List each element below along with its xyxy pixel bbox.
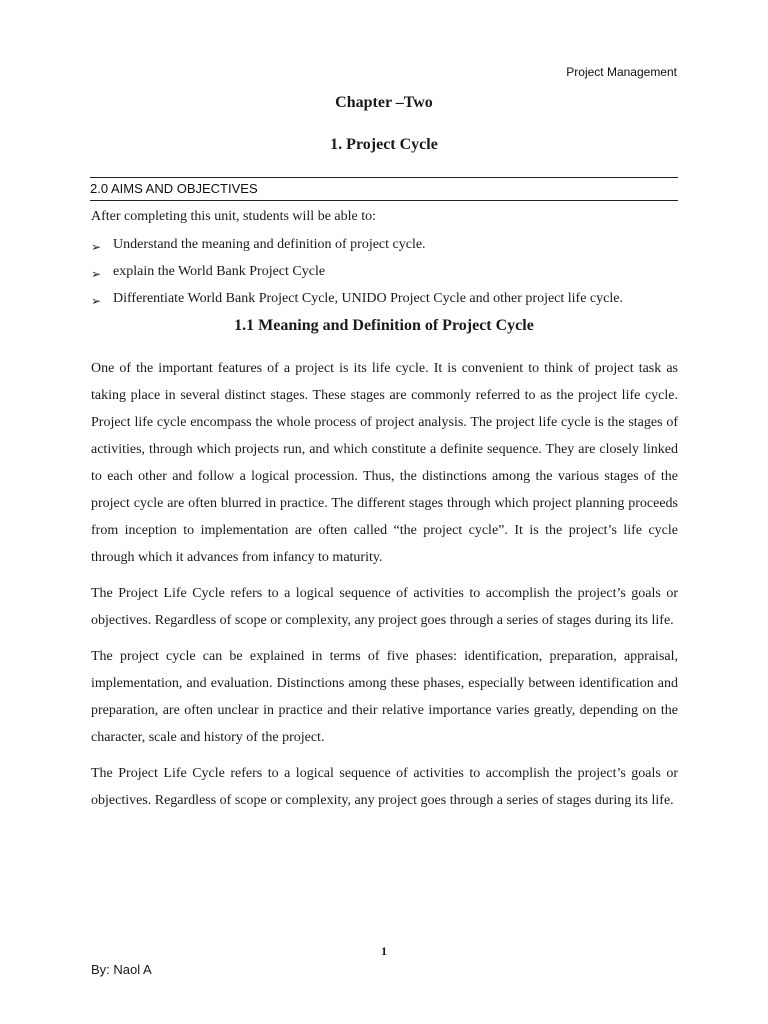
arrow-bullet-icon: ➢ <box>91 267 102 281</box>
subsection-title: 1.1 Meaning and Definition of Project Cycle <box>234 317 534 334</box>
objectives-list <box>91 236 691 317</box>
running-header: Project Management <box>566 65 677 79</box>
paragraph: The Project Life Cycle refers to a logical sequence of activities to accomplish the project’s goals or objectives. Regardless of scope or complexity, any project goes through a series of stages during its life. <box>91 766 678 808</box>
objective-item <box>91 263 691 290</box>
paragraph: One of the important features of a project is its life cycle. It is convenient to think of project task as taking place in several distinct stages. These stages are commonly referred to as the project life cycle. Project life cycle encompass the whole process of project analysis. The project life cycle is the stages of activities, through which projects run, and which constitute a definite sequence. They are closely linked to each other and follow a logical procession. Thus, the distinctions among the various stages of the project cycle are often blurred in practice. The different stages through which project planning proceeds from inception to implementation are often called “the project cycle”. It is the project’s life cycle through which it advances from infancy to maturity. <box>91 361 678 565</box>
arrow-bullet-icon: ➢ <box>91 294 102 308</box>
objective-text: Understand the meaning and definition of project cycle. <box>113 237 426 252</box>
objective-item <box>91 290 691 317</box>
footer-author: By: Naol A <box>91 962 152 977</box>
body-text <box>91 355 678 823</box>
aims-heading-rule <box>90 177 678 201</box>
chapter-title: Chapter –Two <box>335 94 433 111</box>
objective-item <box>91 236 691 263</box>
paragraph: The Project Life Cycle refers to a logical sequence of activities to accomplish the project’s goals or objectives. Regardless of scope or complexity, any project goes through a series of stages during its life. <box>91 586 678 628</box>
paragraph: The project cycle can be explained in terms of five phases: identification, preparation, appraisal, implementation, and evaluation. Distinctions among these phases, especially between identification and preparation, are often unclear in practice and their relative importance varies greatly, depending on the character, scale and history of the project. <box>91 649 678 745</box>
section-title: 1. Project Cycle <box>330 136 438 153</box>
objectives-intro: After completing this unit, students will be able to: <box>91 209 377 224</box>
arrow-bullet-icon: ➢ <box>91 240 102 254</box>
page-number: 1 <box>381 944 387 958</box>
objective-text: Differentiate World Bank Project Cycle, UNIDO Project Cycle and other project life cycle. <box>113 291 623 306</box>
objective-text: explain the World Bank Project Cycle <box>113 264 326 279</box>
aims-heading: 2.0 AIMS AND OBJECTIVES <box>90 181 258 196</box>
